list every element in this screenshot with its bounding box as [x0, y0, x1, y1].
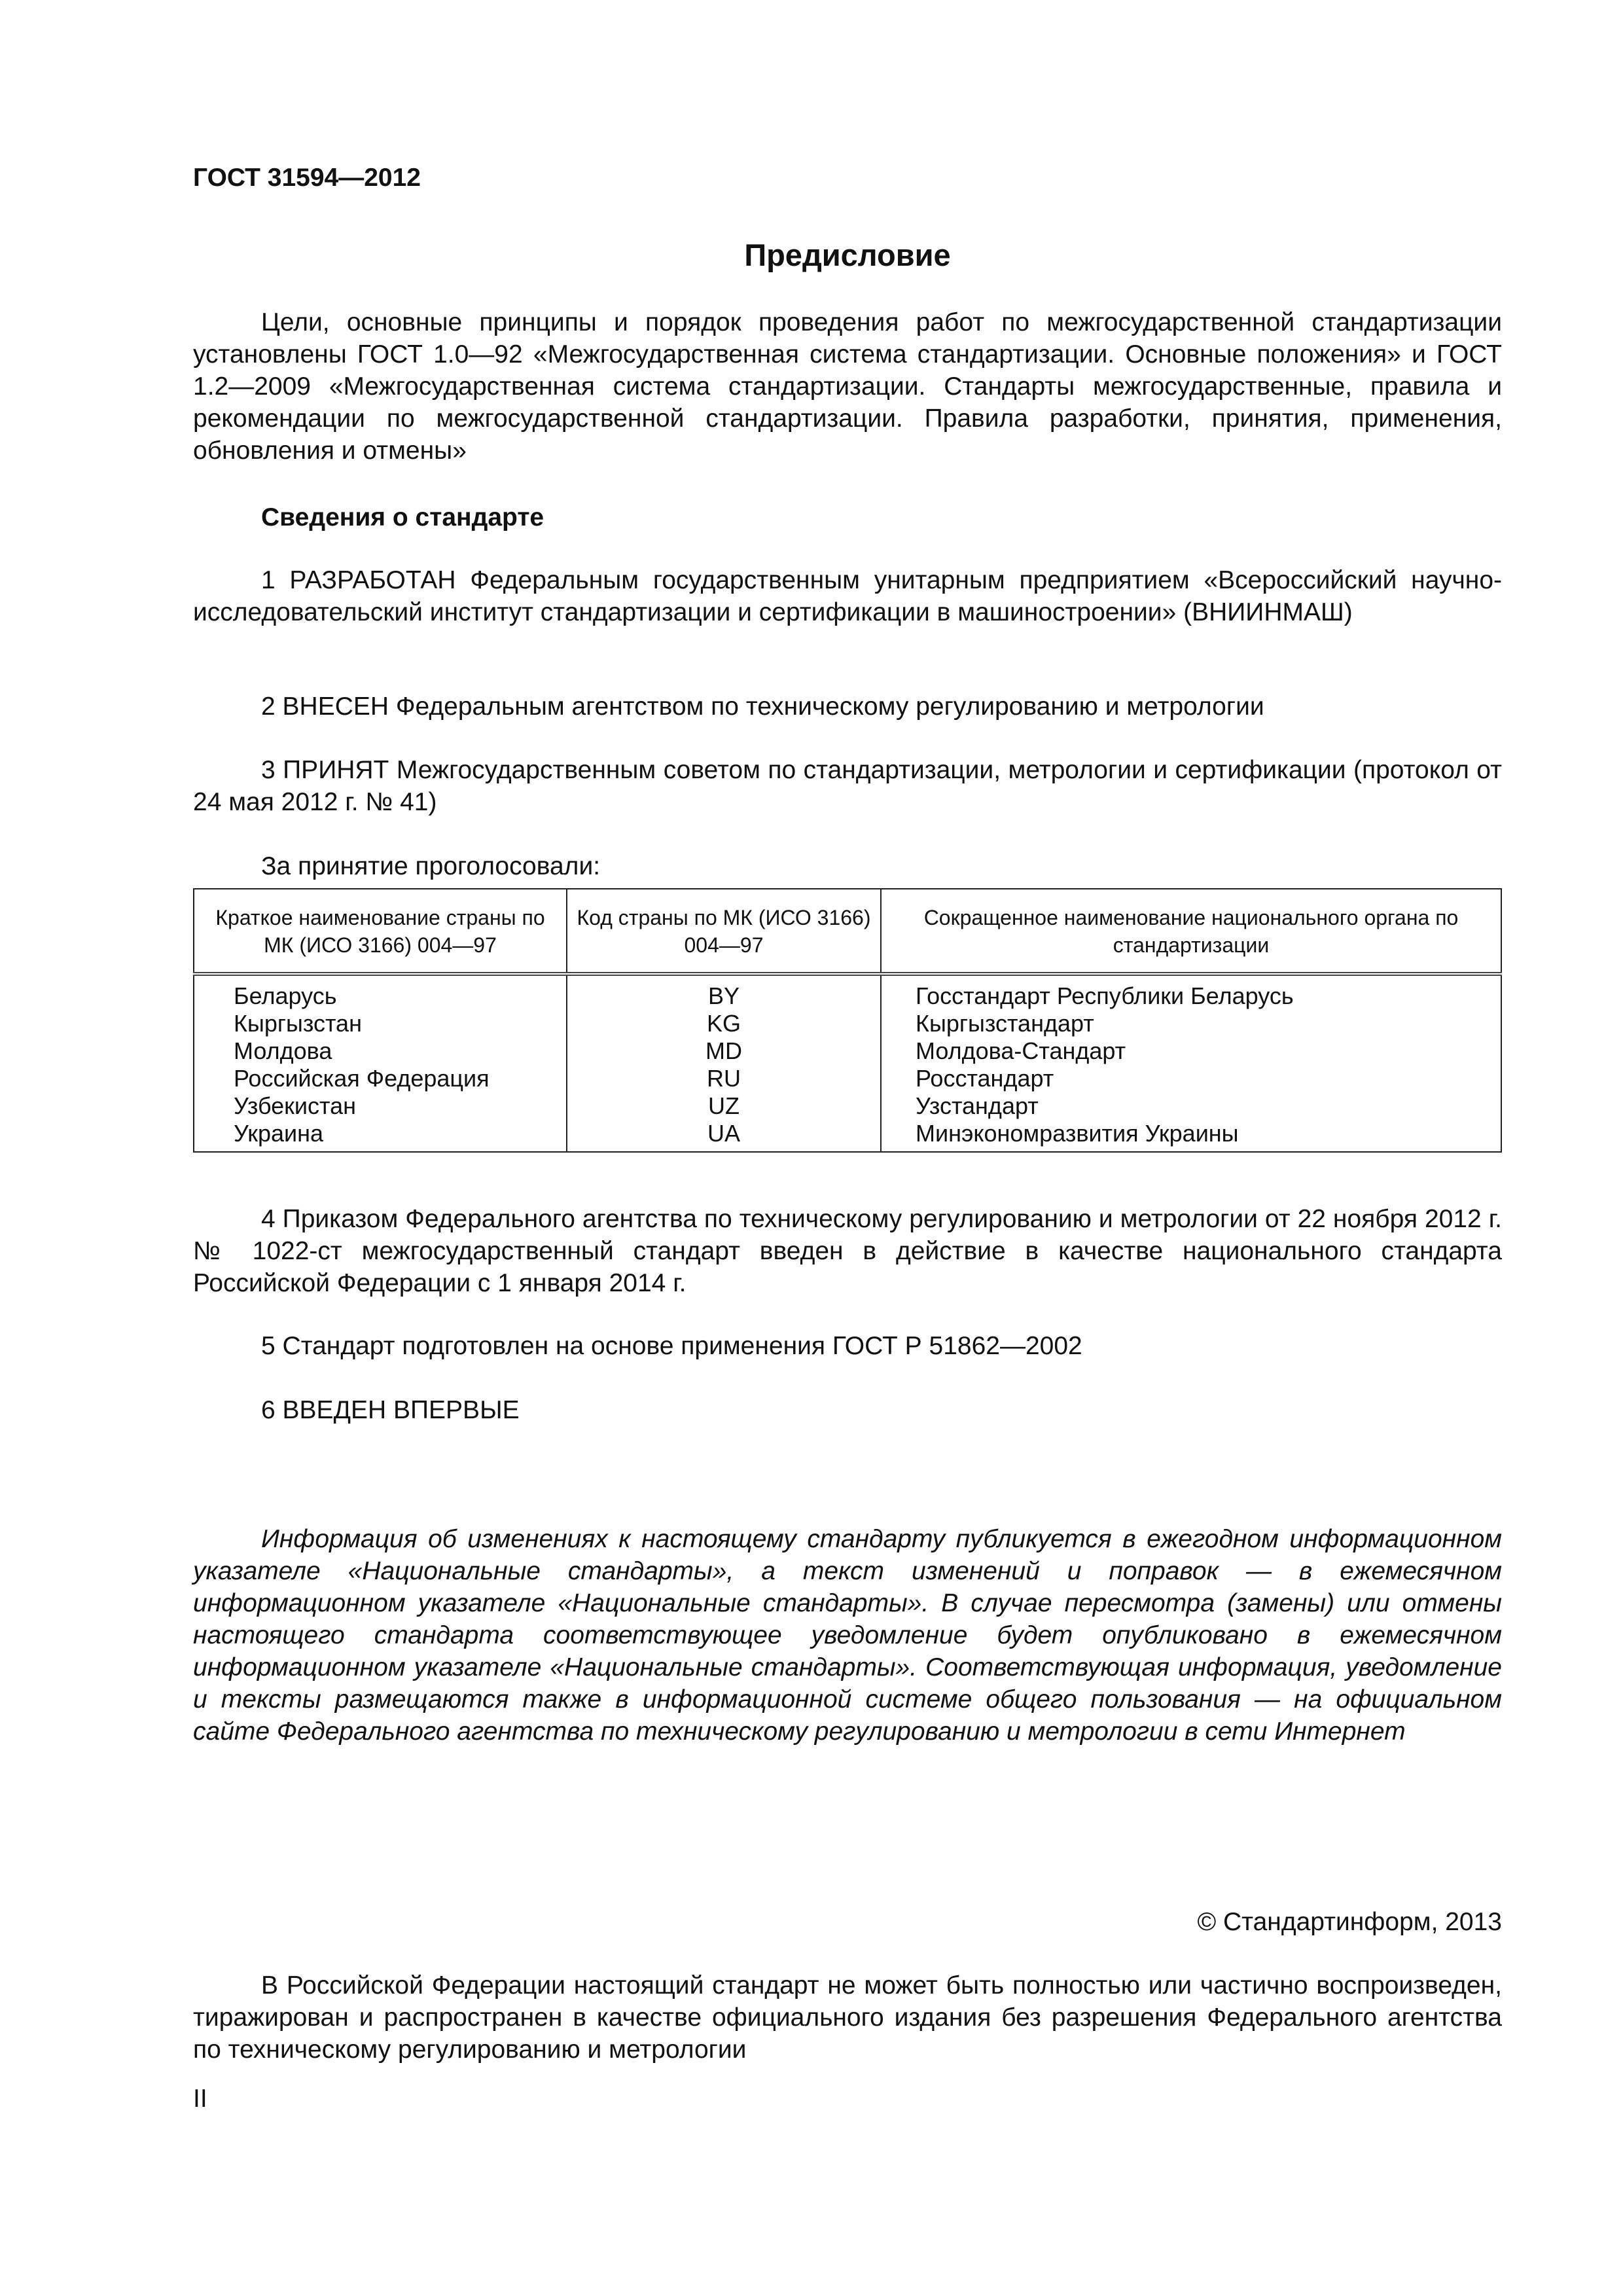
country-cell: Украина — [234, 1120, 324, 1147]
copyright: © Стандартинформ, 2013 — [1197, 1908, 1502, 1936]
body-cell: Узстандарт — [916, 1092, 1039, 1119]
legal-notice: В Российской Федерации настоящий стандарт не может быть полностью или частично воспроизведен, тиражирован и распространен в качестве официального издания без разрешения Федерального агентства по техническому регулированию и метрологии — [193, 1971, 1502, 2064]
page-title: Предисловие — [744, 238, 951, 272]
code-cell: BY — [707, 982, 740, 1009]
body-cell: Минэкономразвития Украины — [916, 1120, 1239, 1147]
vote-table — [193, 888, 1502, 1153]
item-2-submitted: 2 ВНЕСЕН Федеральным агентством по техническому регулированию и метрологии — [261, 692, 1264, 721]
country-cell: Молдова — [234, 1037, 332, 1064]
code-cell: KG — [706, 1010, 741, 1037]
vote-intro: За принятие проголосовали: — [261, 852, 601, 880]
code-cell: MD — [705, 1037, 742, 1064]
code-cell: UZ — [708, 1092, 740, 1119]
item-6-introduced: 6 ВВЕДЕН ВПЕРВЫЕ — [261, 1396, 520, 1424]
body-cell: Госстандарт Республики Беларусь — [916, 982, 1294, 1009]
country-column — [194, 974, 567, 1152]
item-4-order: 4 Приказом Федерального агентства по техническому регулированию и метрологии от 22 ноября 2012 г. № 1022-ст межгосударственный стандарт введен в действие в качестве национального стандарта Российской Федерации с 1 января 2014 г. — [193, 1205, 1502, 1297]
code-column — [567, 974, 881, 1152]
header-country-name: Краткое наименование страны по МК (ИСО 3166) 004—97 — [194, 889, 567, 974]
country-cell: Беларусь — [234, 982, 337, 1009]
body-cell: Росстандарт — [916, 1065, 1054, 1092]
table-header-row — [194, 889, 1501, 974]
info-notice: Информация об изменениях к настоящему стандарту публикуется в ежегодном информационном указателе «Национальные стандарты», а текст изменений и поправок — в ежемесячном информационном указателе «Национальные стандарты». В случае пересмотра (замены) или отмены настоящего стандарта соответствующее уведомление будет опубликовано в ежемесячном информационном указателе «Национальные стандарты». Соответствующая информация, уведомление и тексты размещаются также в информационной системе общего пользования — на официальном сайте Федерального агентства по техническому регулированию и метрологии в сети Интернет — [193, 1525, 1502, 1746]
header-national-body: Сокращенное наименование национального органа по стандартизации — [881, 889, 1501, 974]
code-cell: UA — [707, 1120, 740, 1147]
table-body-row — [194, 974, 1501, 1152]
country-cell: Узбекистан — [234, 1092, 357, 1119]
document-page — [193, 0, 1502, 2296]
code-cell: RU — [707, 1065, 741, 1092]
item-5-basis: 5 Стандарт подготовлен на основе применения ГОСТ Р 51862—2002 — [261, 1332, 1082, 1360]
body-cell: Молдова-Стандарт — [916, 1037, 1126, 1064]
body-cell: Кыргызстандарт — [916, 1010, 1094, 1037]
header-country-code: Код страны по МК (ИСО 3166) 004—97 — [567, 889, 881, 974]
page-number: II — [193, 2085, 207, 2113]
document-id: ГОСТ 31594—2012 — [193, 164, 421, 192]
intro-paragraph: Цели, основные принципы и порядок проведения работ по межгосударственной стандартизации установлены ГОСТ 1.0—92 «Межгосударственная система стандартизации. Основные положения» и ГОСТ 1.2—2009 «Межгосударственная система стандартизации. Стандарты межгосударственные, правила и рекомендации по межгосударственной стандартизации. Правила разработки, принятия, применения, обновления и отмены» — [193, 308, 1502, 465]
body-column — [881, 974, 1501, 1152]
section-heading: Сведения о стандарте — [261, 503, 544, 531]
country-cell: Кыргызстан — [234, 1010, 362, 1037]
country-cell: Российская Федерация — [234, 1065, 490, 1092]
item-3-adopted: 3 ПРИНЯТ Межгосударственным советом по стандартизации, метрологии и сертификации (протокол от 24 мая 2012 г. № 41) — [193, 756, 1502, 816]
item-1-developed: 1 РАЗРАБОТАН Федеральным государственным унитарным предприятием «Всероссийский научно-исследовательский институт стандартизации и сертификации в машиностроении» (ВНИИНМАШ) — [193, 566, 1502, 626]
